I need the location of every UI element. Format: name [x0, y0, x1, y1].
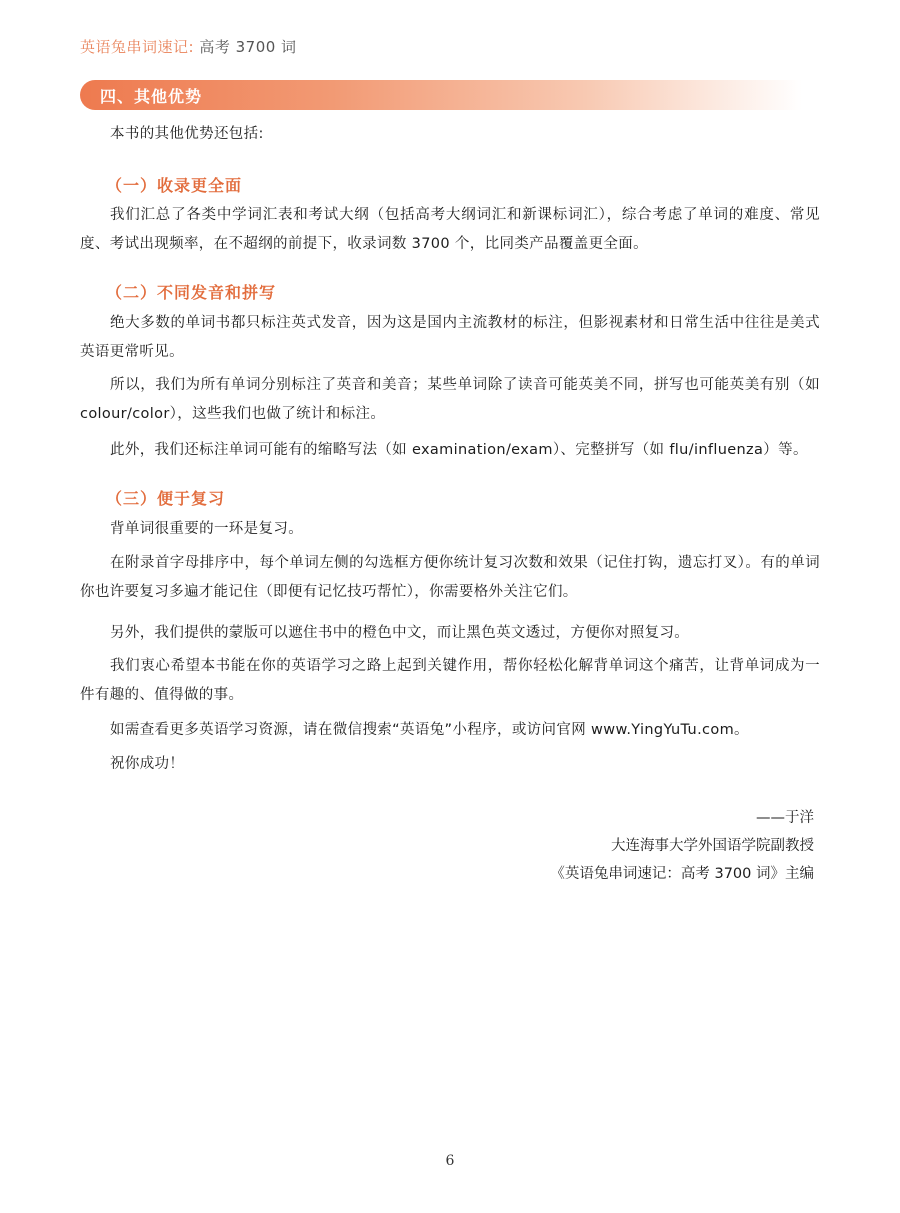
- paragraph: 如需查看更多英语学习资源，请在微信搜索“英语兔”小程序，或访问官网 www.YingYuTu.com。: [110, 722, 749, 738]
- paragraph: 另外，我们提供的蒙版可以遮住书中的橙色中文，而让黑色英文透过，方便你对照复习。: [110, 625, 690, 641]
- paragraph: 祝你成功！: [110, 756, 185, 772]
- signature-role: 《英语兔串词速记：高考 3700 词》主编: [550, 866, 814, 882]
- section-intro: 本书的其他优势还包括:: [110, 126, 264, 142]
- subsection-heading-2: （二）不同发音和拼写: [106, 283, 277, 302]
- subsection-heading-1: （一）收录更全面: [106, 176, 243, 195]
- paragraph: 我们汇总了各类中学词汇表和考试大纲（包括高考大纲词汇和新课标词汇），综合考虑了单词的难度、常见度、考试出现频率，在不超纲的前提下，收录词数 3700 个，比同类产品覆盖更全面。: [80, 207, 820, 252]
- signature-affiliation: 大连海事大学外国语学院副教授: [611, 838, 814, 854]
- subsection-heading-3: （三）便于复习: [106, 489, 226, 508]
- section-banner: [80, 80, 802, 110]
- paragraph: 背单词很重要的一环是复习。: [110, 521, 304, 537]
- paragraph: 我们衷心希望本书能在你的英语学习之路上起到关键作用，帮你轻松化解背单词这个痛苦，让背单词成为一件有趣的、值得做的事。: [80, 658, 820, 703]
- paragraph: 绝大多数的单词书都只标注英式发音，因为这是国内主流教材的标注，但影视素材和日常生活中往往是美式英语更常听见。: [80, 315, 820, 360]
- signature-name: ——于洋: [756, 810, 814, 826]
- page-number: 6: [445, 1153, 455, 1169]
- header-book-name: 英语兔串词速记:: [80, 38, 195, 56]
- section-title: 四、其他优势: [100, 87, 203, 106]
- paragraph: 所以，我们为所有单词分别标注了英音和美音；某些单词除了读音可能英美不同，拼写也可能英美有别（如 colour/color），这些我们也做了统计和标注。: [80, 377, 820, 422]
- paragraph: 此外，我们还标注单词可能有的缩略写法（如 examination/exam）、完整拼写（如 flu/influenza）等。: [110, 442, 808, 458]
- paragraph: 在附录首字母排序中，每个单词左侧的勾选框方便你统计复习次数和效果（记住打钩，遗忘打叉）。有的单词你也许要复习多遍才能记住（即便有记忆技巧帮忙），你需要格外关注它们。: [80, 555, 820, 600]
- running-header: [80, 36, 297, 57]
- header-book-subtitle: 高考 3700 词: [199, 38, 297, 56]
